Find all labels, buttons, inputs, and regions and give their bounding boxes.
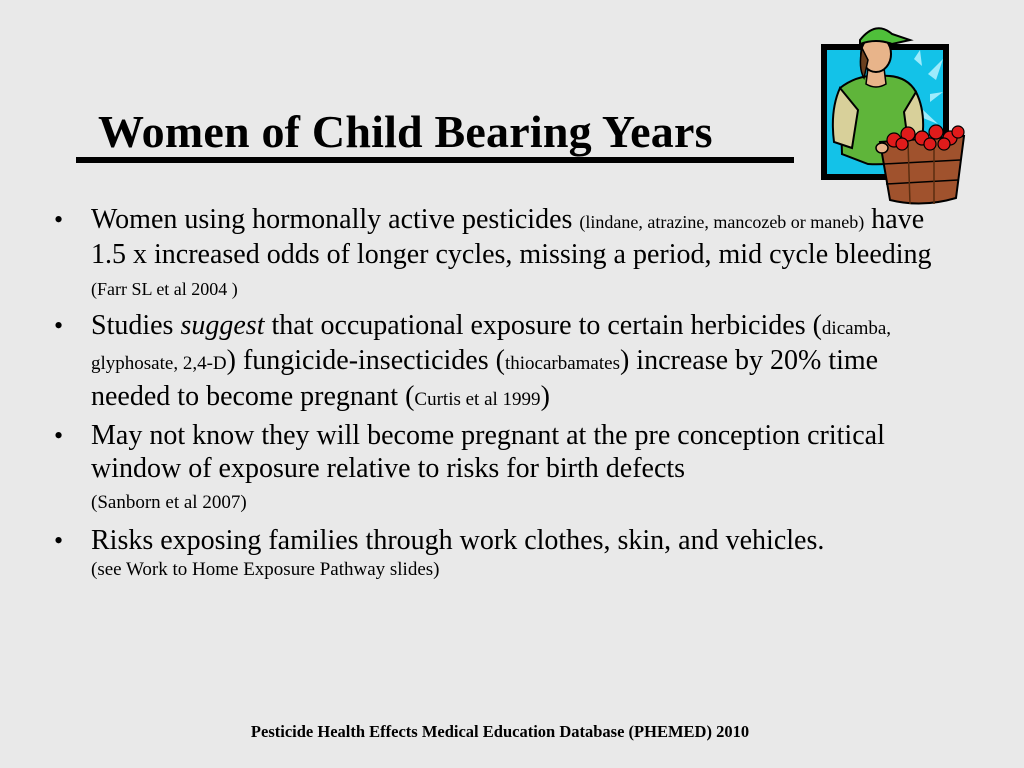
bullet-citation: (Farr SL et al 2004 ) — [91, 279, 238, 299]
bullet-emphasis: suggest — [180, 309, 265, 341]
bullet-text: have 1.5 x increased odds of longer cycles, missing a period, mid cycle bleeding — [91, 204, 932, 270]
bullet-note: thiocarbamates — [504, 353, 620, 374]
bullet-note: (lindane, atrazine, mancozeb or maneb) — [579, 212, 865, 232]
bullet-text: Women using hormonally active pesticides — [91, 204, 580, 235]
bullet-item — [52, 525, 952, 582]
bullet-citation: (Sanborn et al 2007) — [91, 492, 247, 513]
bullet-text: Studies — [91, 309, 181, 341]
slide-footer: Pesticide Health Effects Medical Education Database (PHEMED) 2010 — [250, 722, 750, 741]
title-underline — [76, 157, 794, 163]
bullet-citation: Curtis et al 1999 — [414, 388, 541, 410]
bullet-text: ) increase by 20% time needed to become pregnant ( — [91, 345, 879, 412]
bullet-item — [52, 420, 952, 521]
bullet-note: (see Work to Home Exposure Pathway slides) — [91, 558, 440, 580]
bullet-note: dicamba, glyphosate, 2,4-D — [91, 317, 892, 374]
slide-title: Women of Child Bearing Years — [98, 106, 713, 157]
bullet-list — [52, 204, 952, 586]
bullet-text: May not know they will become pregnant at the pre conception critical window of exposure relative to risks for birth defects — [91, 420, 885, 484]
bullet-text: Risks exposing families through work clothes, skin, and vehicles. — [91, 525, 825, 556]
bullet-text: ) fungicide-insecticides ( — [226, 345, 505, 376]
bullet-item — [52, 204, 952, 306]
bullet-text: ) — [540, 380, 550, 412]
farmer-with-apple-basket-icon — [818, 14, 970, 210]
bullet-item — [52, 310, 952, 417]
bullet-text: that occupational exposure to certain herbicides ( — [264, 309, 822, 341]
